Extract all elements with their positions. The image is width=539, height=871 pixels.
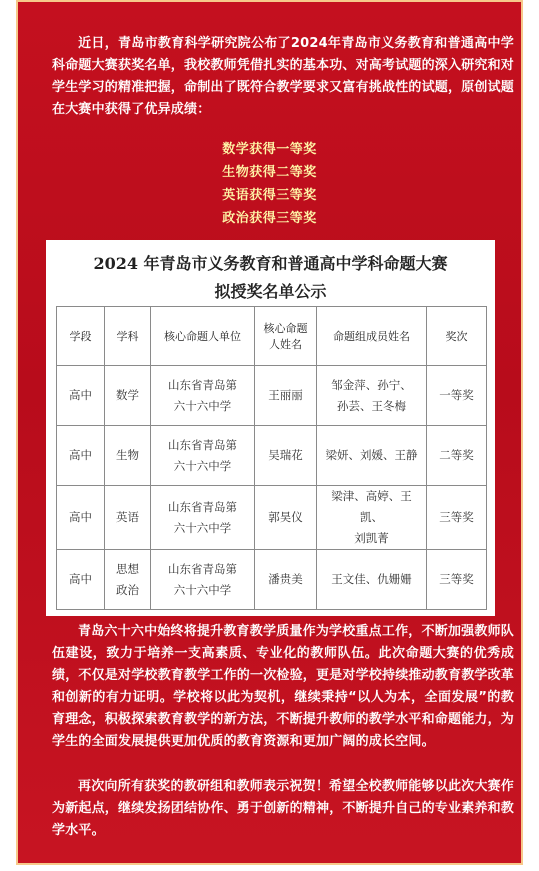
cell-subject: 英语 [105,486,151,550]
cell-core-name: 郭昊仪 [255,486,317,550]
body-text: 青岛六十六中始终将提升教育教学质量作为学校重点工作，不断加强教师队伍建设，致力于培养一支高素质、专业化的教师队伍。此次命题大赛的优秀成绩，不仅是对学校教育教学工作的一次检验，更是对学校持续推动教育教学改革和创新的有力证明。学校将以此为契机，继续秉持“以人为本，全面发展”的教育理念，积极探索教育教学的新方法，不断提升教师的教学水平和命题能力，为学生的全面发展提供更加优质的教育资源和更加广阔的成长空间。 [52,624,515,749]
header-unit: 核心命题人单位 [151,307,255,366]
award-biology: 生物获得二等奖 [222,165,317,180]
cell-members: 王文佳、仇姗姗 [317,550,427,610]
award-politics: 政治获得三等奖 [222,211,317,226]
award-math: 数学获得一等奖 [222,142,317,157]
cell-members: 梁津、高婷、王凯、 刘凯菁 [317,486,427,550]
table-row [57,426,487,486]
cell-members: 梁妍、刘媛、王静 [317,426,427,486]
closing-paragraph [52,776,514,842]
cell-core-name: 吴瑞花 [255,426,317,486]
award-english: 英语获得三等奖 [222,188,317,203]
cell-award: 一等奖 [427,366,487,426]
cell-award: 三等奖 [427,486,487,550]
header-members: 命题组成员姓名 [317,307,427,366]
cell-members: 邹金萍、孙宁、 孙芸、王冬梅 [317,366,427,426]
table-row [57,486,487,550]
cell-unit: 山东省青岛第 六十六中学 [151,426,255,486]
body-paragraph [52,621,514,753]
cell-stage: 高中 [57,426,105,486]
awards-list [0,138,539,230]
table-row [57,366,487,426]
header-award: 奖次 [427,307,487,366]
cell-stage: 高中 [57,366,105,426]
intro-text: 近日，青岛市教育科学研究院公布了2024年青岛市义务教育和普通高中学科命题大赛获奖名单，我校教师凭借扎实的基本功、对高考试题的深入研究和对学生学习的精准把握，命制出了既符合教学要求又富有挑战性的试题，原创试题在大赛中获得了优异成绩： [52,36,515,117]
intro-paragraph [52,33,514,121]
cell-unit: 山东省青岛第 六十六中学 [151,550,255,610]
closing-text: 再次向所有获奖的教研组和教师表示祝贺！希望全校教师能够以此次大赛作为新起点，继续发扬团结协作、勇于创新的精神，不断提升自己的专业素养和教学水平。 [52,779,515,838]
table-title: 2024 年青岛市义务教育和普通高中学科命题大赛 [93,254,448,273]
cell-subject: 思想 政治 [105,550,151,610]
table-header-row [57,307,487,366]
cell-award: 三等奖 [427,550,487,610]
table-subtitle: 拟授奖名单公示 [214,282,327,301]
cell-unit: 山东省青岛第 六十六中学 [151,366,255,426]
header-subject: 学科 [105,307,151,366]
cell-core-name: 王丽丽 [255,366,317,426]
cell-award: 二等奖 [427,426,487,486]
cell-subject: 数学 [105,366,151,426]
cell-unit: 山东省青岛第 六十六中学 [151,486,255,550]
award-table [56,306,487,610]
table-row [57,550,487,610]
award-list-table-image [46,240,495,616]
header-core-name: 核心命题 人姓名 [255,307,317,366]
cell-stage: 高中 [57,550,105,610]
cell-subject: 生物 [105,426,151,486]
cell-core-name: 潘贵美 [255,550,317,610]
cell-stage: 高中 [57,486,105,550]
header-stage: 学段 [57,307,105,366]
